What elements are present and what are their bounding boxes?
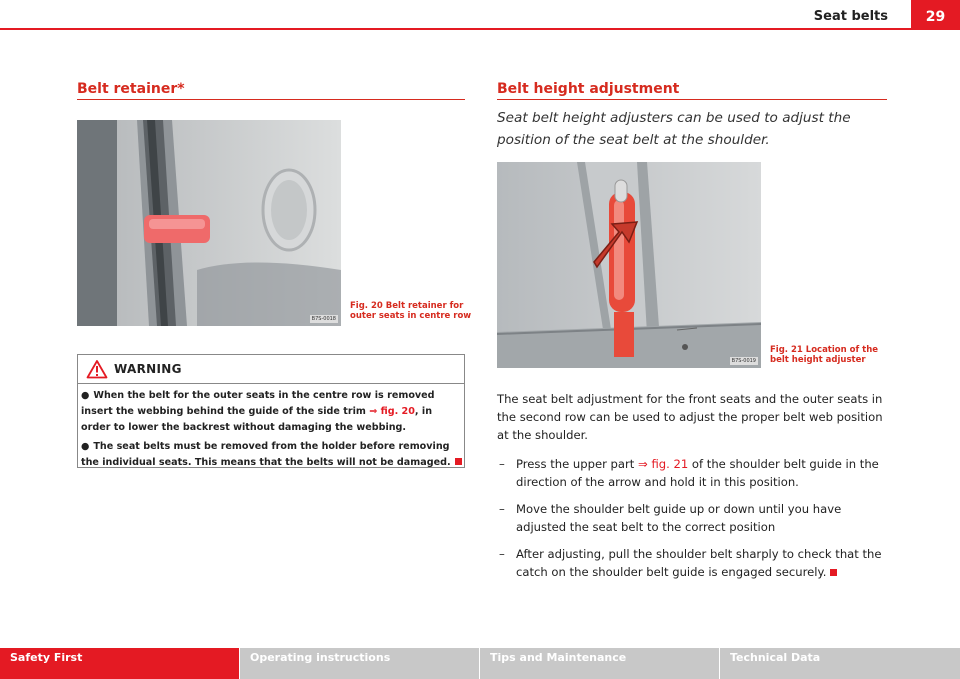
belt-adjuster-illustration <box>497 162 761 368</box>
footer-tab-operating-instructions[interactable]: Operating instructions <box>240 648 479 679</box>
warning-item <box>81 388 463 436</box>
header-rule <box>0 28 960 30</box>
step-dash: – <box>499 457 505 471</box>
figure-code: B7S-0018 <box>311 316 336 322</box>
warning-header <box>78 355 464 384</box>
figure-link[interactable]: fig. 20 <box>380 406 415 417</box>
figure-belt-retainer <box>77 120 341 326</box>
page-header-title: Seat belts <box>813 9 888 24</box>
step-dash: – <box>499 547 505 561</box>
footer-tab-safety-first[interactable]: Safety First <box>0 648 239 679</box>
figure-caption-line: belt height adjuster <box>770 355 866 365</box>
figure-caption-line: Fig. 20 Belt retainer for <box>350 301 464 311</box>
warning-body <box>81 388 463 474</box>
step-text-part: of the shoulder belt guide in the direction of the arrow and hold it in this position. <box>516 457 879 489</box>
section-heading-belt-height: Belt height adjustment <box>497 81 680 97</box>
warning-item-text: , in order to lower the backrest without damaging the webbing. <box>81 406 433 433</box>
link-arrow-icon: ⇒ <box>638 457 648 471</box>
bullet-icon: ● <box>81 390 90 401</box>
end-marker-icon <box>455 458 462 465</box>
figure-link[interactable]: fig. 21 <box>651 457 689 471</box>
warning-triangle-icon <box>86 359 108 383</box>
footer-tab-technical-data[interactable]: Technical Data <box>720 648 960 679</box>
end-marker-icon <box>830 569 837 576</box>
section-rule-right <box>497 99 887 100</box>
body-paragraph: The seat belt adjustment for the front seats and the outer seats in the second row can be used to adjust the proper belt web position at the shoulder. <box>497 392 883 442</box>
step-text: Move the shoulder belt guide up or down until you have adjusted the seat belt to the correct position <box>516 502 842 534</box>
step-text-part: After adjusting, pull the shoulder belt sharply to check that the catch on the shoulder belt guide is engaged securely. <box>516 547 882 579</box>
figure-caption-20 <box>350 301 471 321</box>
step-text-part: Press the upper part <box>516 457 639 471</box>
warning-title: WARNING <box>114 362 182 376</box>
footer-tab-tips-and-maintenance[interactable]: Tips and Maintenance <box>480 648 719 679</box>
figure-code: B7S-0019 <box>731 358 756 364</box>
warning-item-text: The seat belts must be removed from the holder before removing the individual seats. This means that the belts will not be damaged. <box>81 441 451 468</box>
section-heading-belt-retainer: Belt retainer* <box>77 81 185 97</box>
figure-belt-height-adjuster <box>497 162 761 368</box>
step-dash: – <box>499 502 505 516</box>
warning-box <box>77 354 465 468</box>
figure-caption-line: Fig. 21 Location of the <box>770 345 879 355</box>
section-rule-left <box>77 99 465 100</box>
link-arrow-icon: ⇒ <box>369 406 378 417</box>
figure-caption-line: outer seats in centre row <box>350 311 472 321</box>
page-number: 29 <box>911 0 960 30</box>
warning-item-text: When the belt for the outer seats in the centre row is removed insert the webbing behind the guide of the side trim <box>81 390 435 417</box>
belt-retainer-illustration <box>77 120 341 326</box>
warning-item <box>81 439 463 471</box>
figure-caption-21 <box>770 345 878 365</box>
step-text <box>516 545 887 581</box>
step-text <box>516 455 887 491</box>
intro-text: Seat belt height adjusters can be used to adjust the position of the seat belt at the shoulder. <box>497 110 851 148</box>
bullet-icon: ● <box>81 441 90 452</box>
